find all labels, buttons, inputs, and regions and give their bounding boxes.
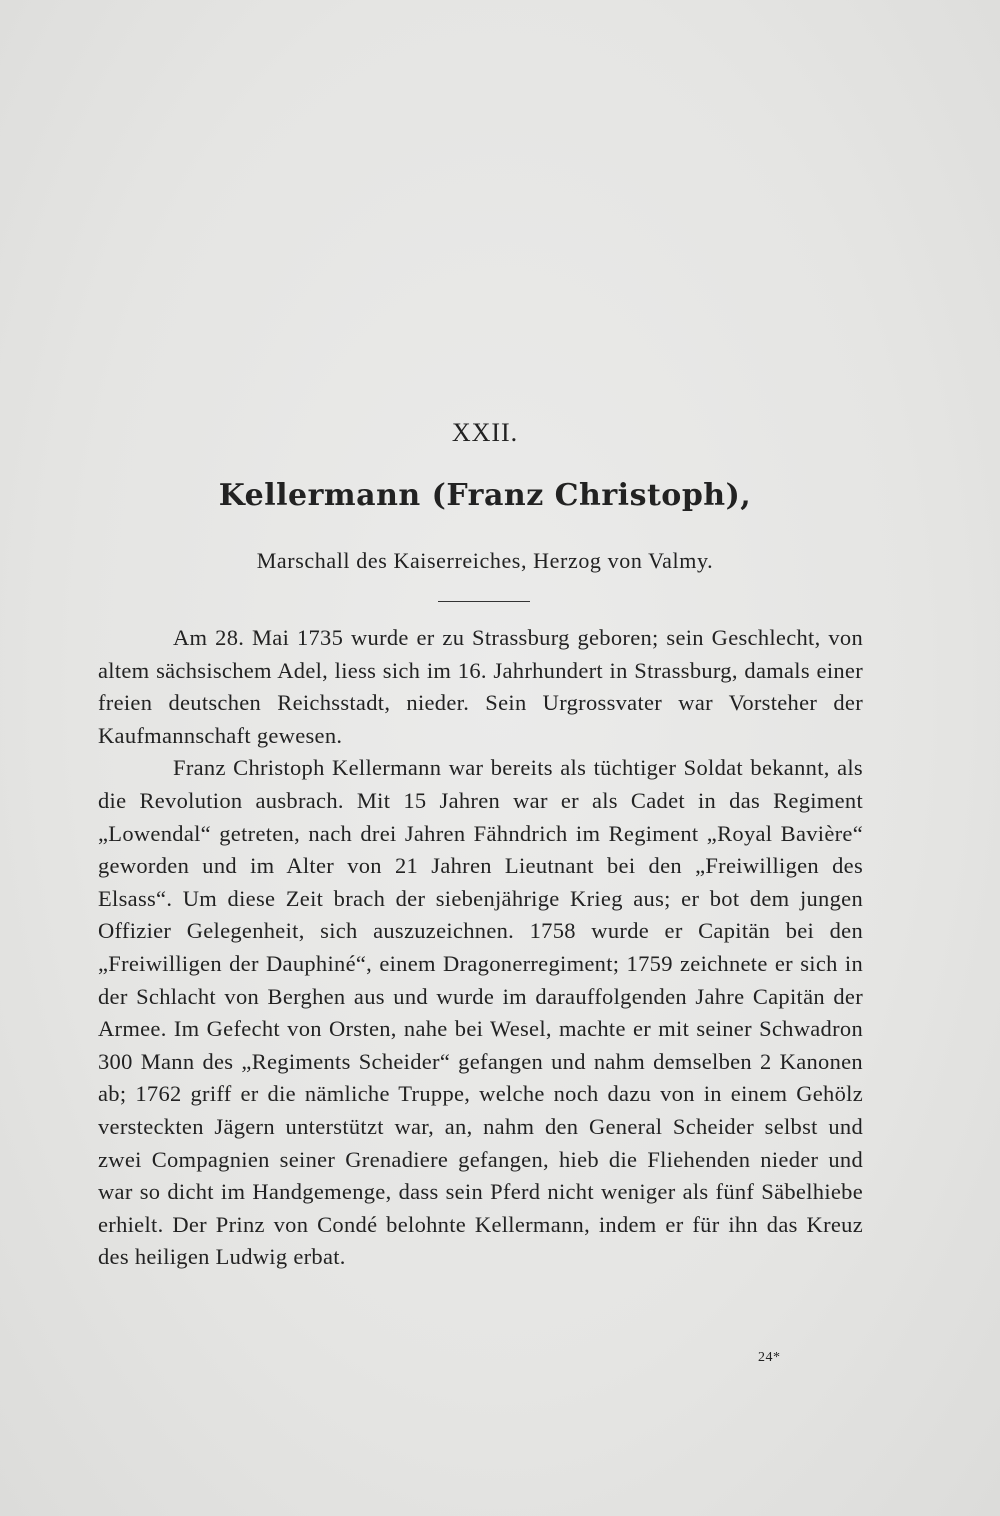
body-text — [98, 622, 863, 1274]
chapter-title: Kellermann (Franz Christoph), — [218, 478, 752, 513]
chapter-subtitle: Marschall des Kaiserreiches, Herzog von Valmy. — [256, 548, 714, 573]
section-number: XXII. — [451, 418, 519, 447]
title-divider — [438, 601, 530, 602]
paragraph: Franz Christoph Kellermann war bereits als tüchtiger Soldat bekannt, als die Revolution ausbrach. Mit 15 Jahren war er als Cadet in das Regiment „Lowendal“ getreten, nach drei Jahren Fähndrich im Regiment „Royal Bavière“ geworden und im Alter von 21 Jahren Lieutnant bei den „Freiwilligen des Elsass“. Um diese Zeit brach der siebenjährige Krieg aus; er bot dem jungen Offizier Gelegenheit, sich auszuzeichnen. 1758 wurde er Capitän bei den „Freiwilligen der Dauphiné“, einem Dragonerregiment; 1759 zeichnete er sich in der Schlacht von Berghen aus und wurde im darauffolgenden Jahre Capitän der Armee. Im Gefecht von Orsten, nahe bei Wesel, machte er mit seiner Schwadron 300 Mann des „Regiments Scheider“ gefangen und nahm demselben 2 Kanonen ab; 1762 griff er die nämliche Truppe, welche noch dazu von in einem Gehölz versteckten Jägern unterstützt war, an, nahm den General Scheider selbst und zwei Compagnien seiner Grenadiere gefangen, hieb die Fliehenden nieder und war so dicht im Handgemenge, dass sein Pferd nicht weniger als fünf Säbelhiebe erhielt. Der Prinz von Condé belohnte Kellermann, indem er für ihn das Kreuz des heiligen Ludwig erbat. — [98, 755, 863, 1270]
signature-mark: 24* — [758, 1350, 781, 1365]
paragraph: Am 28. Mai 1735 wurde er zu Strassburg geboren; sein Geschlecht, von altem sächsischem Adel, liess sich im 16. Jahrhundert in Strassburg, damals einer freien deutschen Reichsstadt, nieder. Sein Urgrossvater war Vorsteher der Kaufmannschaft gewesen. — [98, 625, 863, 748]
